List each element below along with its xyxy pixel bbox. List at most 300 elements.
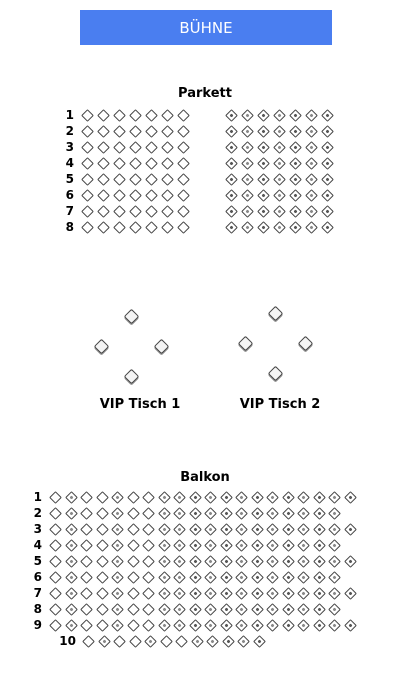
seat-icon[interactable] <box>313 603 326 616</box>
seat-icon[interactable] <box>80 539 93 552</box>
seat-icon[interactable] <box>328 523 341 536</box>
seat-icon[interactable] <box>142 523 155 536</box>
seat-icon[interactable] <box>145 173 158 186</box>
seat-icon[interactable] <box>273 141 286 154</box>
seat-icon[interactable] <box>344 491 357 504</box>
seat-icon[interactable] <box>111 555 124 568</box>
seat-icon[interactable] <box>241 141 254 154</box>
seat-icon[interactable] <box>129 635 142 648</box>
seat-icon[interactable] <box>80 571 93 584</box>
seat-icon[interactable] <box>49 491 62 504</box>
seat-icon[interactable] <box>175 635 188 648</box>
seat-icon[interactable] <box>305 125 318 138</box>
seat-icon[interactable] <box>129 189 142 202</box>
seat-icon[interactable] <box>206 635 219 648</box>
seat-icon[interactable] <box>220 555 233 568</box>
seat-icon[interactable] <box>127 507 140 520</box>
seat-icon[interactable] <box>305 157 318 170</box>
seat-icon[interactable] <box>305 141 318 154</box>
seat-icon[interactable] <box>127 619 140 632</box>
seat-icon[interactable] <box>113 205 126 218</box>
seat-icon[interactable] <box>177 125 190 138</box>
vip-seat-icon[interactable] <box>124 309 140 325</box>
seat-icon[interactable] <box>111 491 124 504</box>
seat-icon[interactable] <box>266 539 279 552</box>
seat-icon[interactable] <box>251 587 264 600</box>
seat-icon[interactable] <box>113 109 126 122</box>
seat-icon[interactable] <box>266 603 279 616</box>
seat-icon[interactable] <box>97 141 110 154</box>
seat-icon[interactable] <box>173 571 186 584</box>
seat-icon[interactable] <box>313 555 326 568</box>
seat-icon[interactable] <box>49 523 62 536</box>
seat-icon[interactable] <box>204 523 217 536</box>
seat-icon[interactable] <box>241 125 254 138</box>
seat-icon[interactable] <box>222 635 235 648</box>
seat-icon[interactable] <box>145 189 158 202</box>
seat-icon[interactable] <box>97 205 110 218</box>
seat-icon[interactable] <box>129 141 142 154</box>
seat-icon[interactable] <box>235 507 248 520</box>
seat-icon[interactable] <box>142 587 155 600</box>
seat-icon[interactable] <box>225 189 238 202</box>
seat-icon[interactable] <box>97 221 110 234</box>
vip-seat-icon[interactable] <box>268 306 284 322</box>
seat-icon[interactable] <box>282 555 295 568</box>
seat-icon[interactable] <box>158 507 171 520</box>
seat-icon[interactable] <box>177 109 190 122</box>
seat-icon[interactable] <box>313 587 326 600</box>
seat-icon[interactable] <box>127 523 140 536</box>
seat-icon[interactable] <box>129 221 142 234</box>
seat-icon[interactable] <box>49 507 62 520</box>
vip-seat-icon[interactable] <box>238 336 254 352</box>
seat-icon[interactable] <box>273 157 286 170</box>
seat-icon[interactable] <box>289 157 302 170</box>
seat-icon[interactable] <box>297 603 310 616</box>
seat-icon[interactable] <box>97 125 110 138</box>
seat-icon[interactable] <box>273 173 286 186</box>
seat-icon[interactable] <box>257 125 270 138</box>
seat-icon[interactable] <box>235 539 248 552</box>
seat-icon[interactable] <box>328 571 341 584</box>
seat-icon[interactable] <box>328 619 341 632</box>
seat-icon[interactable] <box>158 603 171 616</box>
seat-icon[interactable] <box>177 189 190 202</box>
seat-icon[interactable] <box>97 173 110 186</box>
seat-icon[interactable] <box>189 491 202 504</box>
seat-icon[interactable] <box>173 539 186 552</box>
seat-icon[interactable] <box>220 587 233 600</box>
seat-icon[interactable] <box>282 507 295 520</box>
seat-icon[interactable] <box>289 189 302 202</box>
seat-icon[interactable] <box>344 619 357 632</box>
seat-icon[interactable] <box>204 571 217 584</box>
seat-icon[interactable] <box>173 523 186 536</box>
seat-icon[interactable] <box>160 635 173 648</box>
seat-icon[interactable] <box>191 635 204 648</box>
seat-icon[interactable] <box>127 571 140 584</box>
seat-icon[interactable] <box>289 125 302 138</box>
seat-icon[interactable] <box>297 507 310 520</box>
seat-icon[interactable] <box>127 555 140 568</box>
seat-icon[interactable] <box>96 491 109 504</box>
seat-icon[interactable] <box>81 109 94 122</box>
seat-icon[interactable] <box>305 221 318 234</box>
seat-icon[interactable] <box>80 523 93 536</box>
seat-icon[interactable] <box>220 523 233 536</box>
seat-icon[interactable] <box>321 141 334 154</box>
seat-icon[interactable] <box>266 555 279 568</box>
seat-icon[interactable] <box>273 205 286 218</box>
seat-icon[interactable] <box>144 635 157 648</box>
seat-icon[interactable] <box>266 491 279 504</box>
seat-icon[interactable] <box>321 205 334 218</box>
seat-icon[interactable] <box>98 635 111 648</box>
seat-icon[interactable] <box>81 173 94 186</box>
vip-seat-icon[interactable] <box>124 369 140 385</box>
seat-icon[interactable] <box>220 603 233 616</box>
seat-icon[interactable] <box>81 125 94 138</box>
seat-icon[interactable] <box>129 109 142 122</box>
seat-icon[interactable] <box>282 491 295 504</box>
vip-seat-icon[interactable] <box>298 336 314 352</box>
seat-icon[interactable] <box>313 619 326 632</box>
seat-icon[interactable] <box>321 157 334 170</box>
seat-icon[interactable] <box>97 109 110 122</box>
seat-icon[interactable] <box>266 587 279 600</box>
seat-icon[interactable] <box>145 141 158 154</box>
seat-icon[interactable] <box>142 507 155 520</box>
seat-icon[interactable] <box>65 507 78 520</box>
seat-icon[interactable] <box>49 539 62 552</box>
seat-icon[interactable] <box>127 539 140 552</box>
seat-icon[interactable] <box>235 619 248 632</box>
seat-icon[interactable] <box>257 189 270 202</box>
seat-icon[interactable] <box>344 523 357 536</box>
seat-icon[interactable] <box>113 157 126 170</box>
seat-icon[interactable] <box>237 635 250 648</box>
seat-icon[interactable] <box>127 491 140 504</box>
seat-icon[interactable] <box>204 491 217 504</box>
seat-icon[interactable] <box>241 205 254 218</box>
seat-icon[interactable] <box>158 619 171 632</box>
seat-icon[interactable] <box>204 539 217 552</box>
seat-icon[interactable] <box>161 141 174 154</box>
seat-icon[interactable] <box>225 125 238 138</box>
seat-icon[interactable] <box>189 523 202 536</box>
seat-icon[interactable] <box>173 555 186 568</box>
seat-icon[interactable] <box>80 603 93 616</box>
seat-icon[interactable] <box>251 619 264 632</box>
seat-icon[interactable] <box>273 125 286 138</box>
seat-icon[interactable] <box>81 157 94 170</box>
seat-icon[interactable] <box>111 619 124 632</box>
seat-icon[interactable] <box>65 619 78 632</box>
seat-icon[interactable] <box>313 507 326 520</box>
seat-icon[interactable] <box>111 603 124 616</box>
seat-icon[interactable] <box>65 603 78 616</box>
seat-icon[interactable] <box>253 635 266 648</box>
seat-icon[interactable] <box>241 173 254 186</box>
seat-icon[interactable] <box>251 539 264 552</box>
seat-icon[interactable] <box>173 619 186 632</box>
seat-icon[interactable] <box>257 109 270 122</box>
seat-icon[interactable] <box>113 125 126 138</box>
seat-icon[interactable] <box>142 619 155 632</box>
seat-icon[interactable] <box>80 555 93 568</box>
seat-icon[interactable] <box>321 189 334 202</box>
seat-icon[interactable] <box>113 221 126 234</box>
seat-icon[interactable] <box>82 635 95 648</box>
vip-seat-icon[interactable] <box>268 366 284 382</box>
seat-icon[interactable] <box>173 507 186 520</box>
seat-icon[interactable] <box>81 141 94 154</box>
seat-icon[interactable] <box>161 125 174 138</box>
seat-icon[interactable] <box>189 619 202 632</box>
vip-seat-icon[interactable] <box>94 339 110 355</box>
seat-icon[interactable] <box>282 523 295 536</box>
seat-icon[interactable] <box>65 523 78 536</box>
seat-icon[interactable] <box>145 109 158 122</box>
seat-icon[interactable] <box>161 205 174 218</box>
seat-icon[interactable] <box>321 173 334 186</box>
seat-icon[interactable] <box>49 571 62 584</box>
seat-icon[interactable] <box>158 539 171 552</box>
seat-icon[interactable] <box>177 205 190 218</box>
seat-icon[interactable] <box>289 173 302 186</box>
seat-icon[interactable] <box>289 141 302 154</box>
seat-icon[interactable] <box>297 539 310 552</box>
seat-icon[interactable] <box>189 571 202 584</box>
seat-icon[interactable] <box>158 523 171 536</box>
seat-icon[interactable] <box>344 587 357 600</box>
seat-icon[interactable] <box>145 125 158 138</box>
seat-icon[interactable] <box>204 587 217 600</box>
seat-icon[interactable] <box>305 189 318 202</box>
seat-icon[interactable] <box>241 109 254 122</box>
seat-icon[interactable] <box>297 491 310 504</box>
seat-icon[interactable] <box>328 539 341 552</box>
seat-icon[interactable] <box>158 587 171 600</box>
seat-icon[interactable] <box>251 507 264 520</box>
seat-icon[interactable] <box>80 491 93 504</box>
seat-icon[interactable] <box>235 571 248 584</box>
seat-icon[interactable] <box>344 555 357 568</box>
seat-icon[interactable] <box>297 523 310 536</box>
seat-icon[interactable] <box>49 619 62 632</box>
seat-icon[interactable] <box>158 571 171 584</box>
seat-icon[interactable] <box>273 221 286 234</box>
seat-icon[interactable] <box>65 587 78 600</box>
seat-icon[interactable] <box>328 491 341 504</box>
seat-icon[interactable] <box>241 189 254 202</box>
seat-icon[interactable] <box>142 571 155 584</box>
seat-icon[interactable] <box>96 603 109 616</box>
seat-icon[interactable] <box>251 603 264 616</box>
seat-icon[interactable] <box>145 205 158 218</box>
seat-icon[interactable] <box>328 555 341 568</box>
seat-icon[interactable] <box>129 205 142 218</box>
seat-icon[interactable] <box>189 507 202 520</box>
seat-icon[interactable] <box>328 587 341 600</box>
seat-icon[interactable] <box>65 571 78 584</box>
seat-icon[interactable] <box>241 221 254 234</box>
seat-icon[interactable] <box>241 157 254 170</box>
seat-icon[interactable] <box>282 603 295 616</box>
seat-icon[interactable] <box>282 539 295 552</box>
seat-icon[interactable] <box>305 205 318 218</box>
seat-icon[interactable] <box>235 587 248 600</box>
seat-icon[interactable] <box>225 205 238 218</box>
seat-icon[interactable] <box>158 491 171 504</box>
seat-icon[interactable] <box>49 603 62 616</box>
seat-icon[interactable] <box>273 109 286 122</box>
seat-icon[interactable] <box>142 491 155 504</box>
seat-icon[interactable] <box>177 173 190 186</box>
seat-icon[interactable] <box>111 571 124 584</box>
seat-icon[interactable] <box>80 507 93 520</box>
seat-icon[interactable] <box>321 221 334 234</box>
seat-icon[interactable] <box>127 587 140 600</box>
seat-icon[interactable] <box>81 189 94 202</box>
seat-icon[interactable] <box>328 603 341 616</box>
seat-icon[interactable] <box>161 157 174 170</box>
seat-icon[interactable] <box>65 539 78 552</box>
seat-icon[interactable] <box>161 173 174 186</box>
seat-icon[interactable] <box>220 619 233 632</box>
seat-icon[interactable] <box>189 587 202 600</box>
seat-icon[interactable] <box>96 571 109 584</box>
seat-icon[interactable] <box>111 507 124 520</box>
seat-icon[interactable] <box>297 571 310 584</box>
seat-icon[interactable] <box>96 507 109 520</box>
seat-icon[interactable] <box>225 141 238 154</box>
seat-icon[interactable] <box>111 539 124 552</box>
seat-icon[interactable] <box>81 205 94 218</box>
seat-icon[interactable] <box>49 587 62 600</box>
seat-icon[interactable] <box>189 603 202 616</box>
seat-icon[interactable] <box>251 491 264 504</box>
seat-icon[interactable] <box>158 555 171 568</box>
seat-icon[interactable] <box>220 539 233 552</box>
seat-icon[interactable] <box>145 221 158 234</box>
seat-icon[interactable] <box>297 587 310 600</box>
seat-icon[interactable] <box>173 603 186 616</box>
vip-seat-icon[interactable] <box>154 339 170 355</box>
seat-icon[interactable] <box>273 189 286 202</box>
seat-icon[interactable] <box>251 555 264 568</box>
seat-icon[interactable] <box>177 141 190 154</box>
seat-icon[interactable] <box>111 587 124 600</box>
seat-icon[interactable] <box>220 491 233 504</box>
seat-icon[interactable] <box>204 507 217 520</box>
seat-icon[interactable] <box>282 571 295 584</box>
seat-icon[interactable] <box>142 539 155 552</box>
seat-icon[interactable] <box>129 173 142 186</box>
seat-icon[interactable] <box>173 491 186 504</box>
seat-icon[interactable] <box>257 205 270 218</box>
seat-icon[interactable] <box>129 125 142 138</box>
seat-icon[interactable] <box>289 221 302 234</box>
seat-icon[interactable] <box>142 555 155 568</box>
seat-icon[interactable] <box>80 587 93 600</box>
seat-icon[interactable] <box>81 221 94 234</box>
seat-icon[interactable] <box>113 635 126 648</box>
seat-icon[interactable] <box>257 221 270 234</box>
seat-icon[interactable] <box>289 109 302 122</box>
seat-icon[interactable] <box>204 619 217 632</box>
seat-icon[interactable] <box>282 619 295 632</box>
seat-icon[interactable] <box>142 603 155 616</box>
seat-icon[interactable] <box>204 555 217 568</box>
seat-icon[interactable] <box>235 523 248 536</box>
seat-icon[interactable] <box>220 507 233 520</box>
seat-icon[interactable] <box>282 587 295 600</box>
seat-icon[interactable] <box>96 539 109 552</box>
seat-icon[interactable] <box>257 141 270 154</box>
seat-icon[interactable] <box>96 555 109 568</box>
seat-icon[interactable] <box>266 507 279 520</box>
seat-icon[interactable] <box>305 173 318 186</box>
seat-icon[interactable] <box>313 539 326 552</box>
seat-icon[interactable] <box>65 555 78 568</box>
seat-icon[interactable] <box>225 109 238 122</box>
seat-icon[interactable] <box>161 221 174 234</box>
seat-icon[interactable] <box>49 555 62 568</box>
seat-icon[interactable] <box>97 157 110 170</box>
seat-icon[interactable] <box>225 173 238 186</box>
seat-icon[interactable] <box>161 109 174 122</box>
seat-icon[interactable] <box>65 491 78 504</box>
seat-icon[interactable] <box>251 571 264 584</box>
seat-icon[interactable] <box>328 507 341 520</box>
seat-icon[interactable] <box>313 491 326 504</box>
seat-icon[interactable] <box>225 221 238 234</box>
seat-icon[interactable] <box>297 619 310 632</box>
seat-icon[interactable] <box>113 141 126 154</box>
seat-icon[interactable] <box>289 205 302 218</box>
seat-icon[interactable] <box>96 619 109 632</box>
seat-icon[interactable] <box>220 571 233 584</box>
seat-icon[interactable] <box>173 587 186 600</box>
seat-icon[interactable] <box>161 189 174 202</box>
seat-icon[interactable] <box>313 523 326 536</box>
seat-icon[interactable] <box>80 619 93 632</box>
seat-icon[interactable] <box>145 157 158 170</box>
seat-icon[interactable] <box>235 491 248 504</box>
seat-icon[interactable] <box>313 571 326 584</box>
seat-icon[interactable] <box>113 189 126 202</box>
seat-icon[interactable] <box>321 109 334 122</box>
seat-icon[interactable] <box>113 173 126 186</box>
seat-icon[interactable] <box>127 603 140 616</box>
seat-icon[interactable] <box>257 173 270 186</box>
seat-icon[interactable] <box>189 555 202 568</box>
seat-icon[interactable] <box>96 523 109 536</box>
seat-icon[interactable] <box>266 523 279 536</box>
seat-icon[interactable] <box>96 587 109 600</box>
seat-icon[interactable] <box>225 157 238 170</box>
seat-icon[interactable] <box>266 571 279 584</box>
seat-icon[interactable] <box>257 157 270 170</box>
seat-icon[interactable] <box>235 555 248 568</box>
seat-icon[interactable] <box>305 109 318 122</box>
seat-icon[interactable] <box>111 523 124 536</box>
seat-icon[interactable] <box>235 603 248 616</box>
seat-icon[interactable] <box>321 125 334 138</box>
seat-icon[interactable] <box>97 189 110 202</box>
